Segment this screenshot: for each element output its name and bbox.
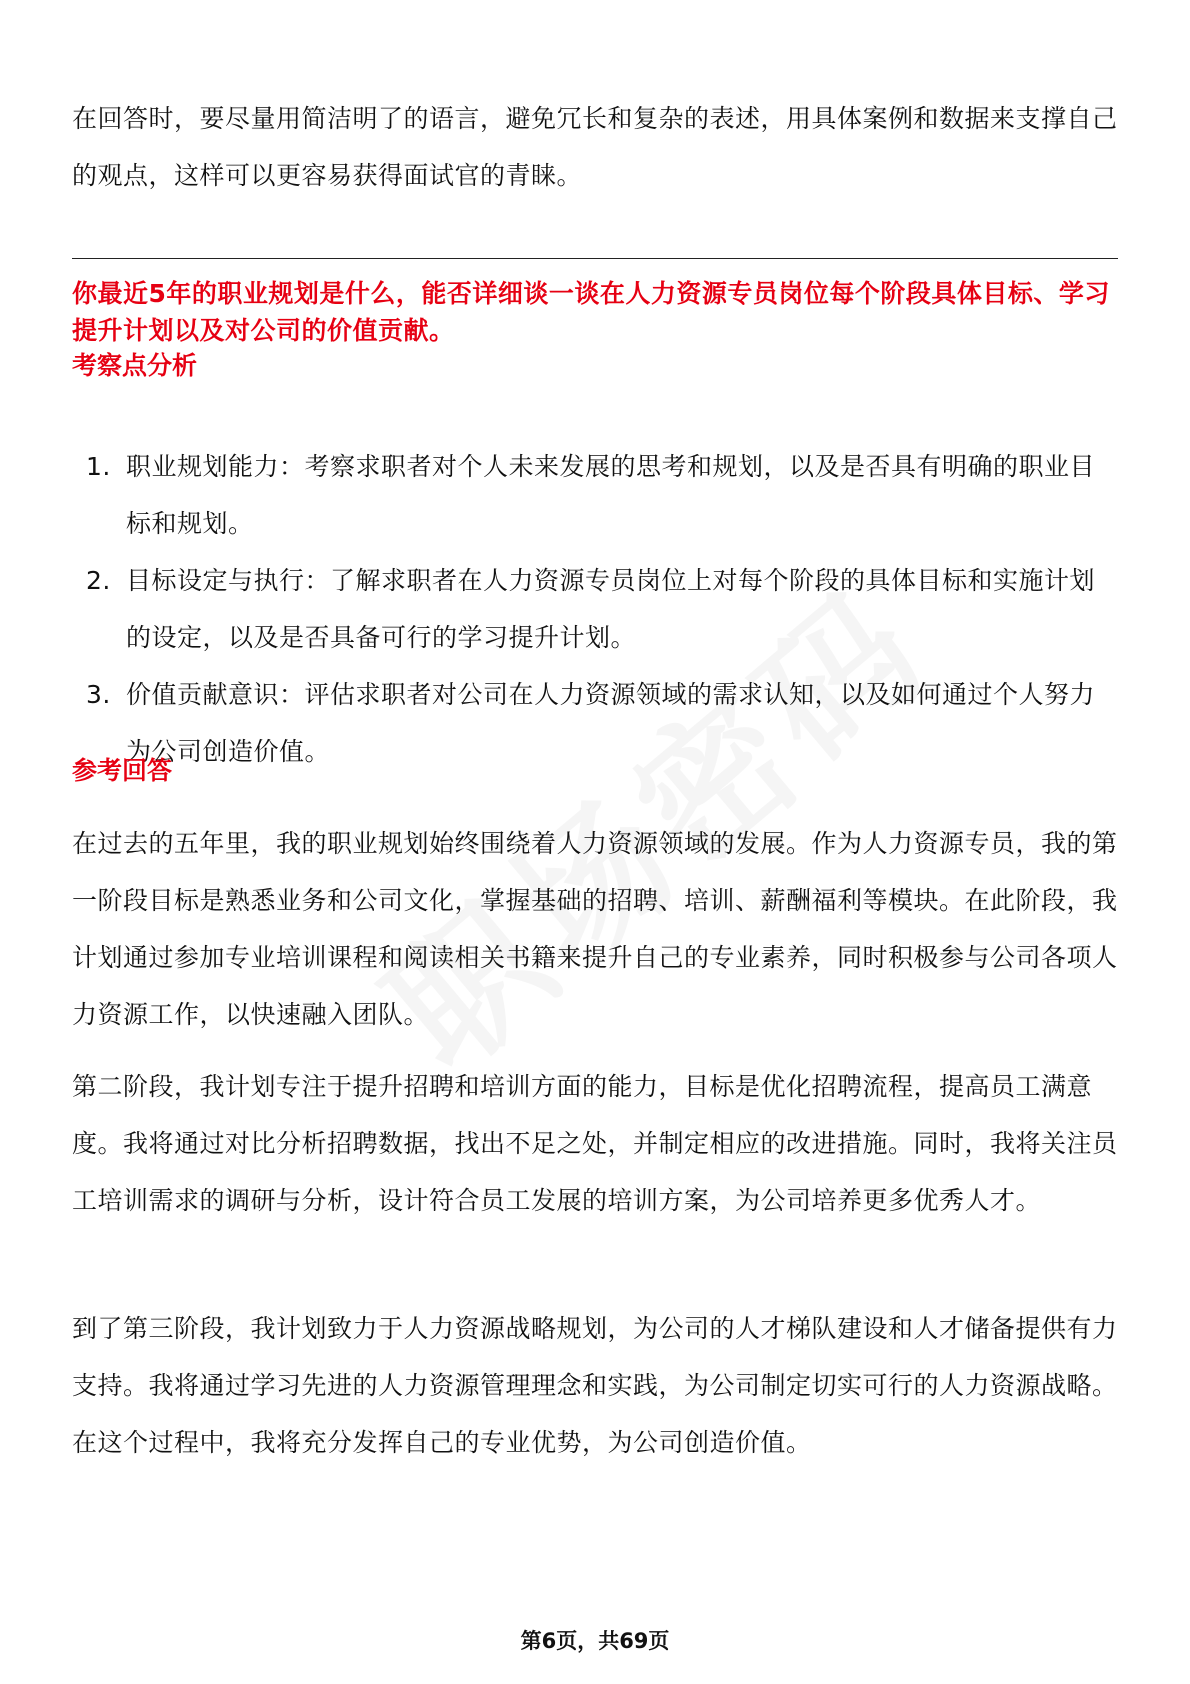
list-item-text: 职业规划能力：考察求职者对个人未来发展的思考和规划，以及是否具有明确的职业目标和规划。 xyxy=(126,452,1096,538)
list-item-text: 目标设定与执行：了解求职者在人力资源专员岗位上对每个阶段的具体目标和实施计划的设定，以及是否具备可行的学习提升计划。 xyxy=(126,566,1096,652)
answer-paragraph: 到了第三阶段，我计划致力于人力资源战略规划，为公司的人才梯队建设和人才储备提供有力支持。我将通过学习先进的人力资源管理理念和实践，为公司制定切实可行的人力资源战略。在这个过程中，我将充分发挥自己的专业优势，为公司创造价值。 xyxy=(72,1314,1118,1457)
analysis-heading: 考察点分析 xyxy=(72,351,198,380)
page-footer: 第6页，共69页 xyxy=(520,1629,670,1653)
answer-paragraph: 在过去的五年里，我的职业规划始终围绕着人力资源领域的发展。作为人力资源专员，我的第一阶段目标是熟悉业务和公司文化，掌握基础的招聘、培训、薪酬福利等模块。在此阶段，我计划通过参加专业培训课程和阅读相关书籍来提升自己的专业素养，同时积极参与公司各项人力资源工作，以快速融入团队。 xyxy=(72,829,1118,1029)
list-item-number: 3. xyxy=(86,680,111,709)
list-item xyxy=(72,666,1118,780)
analysis-list xyxy=(72,438,1118,780)
answer-heading: 参考回答 xyxy=(72,756,173,785)
question-title: 你最近5年的职业规划是什么，能否详细谈一谈在人力资源专员岗位每个阶段具体目标、学习提升计划以及对公司的价值贡献。 xyxy=(72,279,1110,345)
list-item-number: 2. xyxy=(86,566,111,595)
section-divider xyxy=(72,258,1118,259)
intro-paragraph: 在回答时，要尽量用简洁明了的语言，避免冗长和复杂的表述，用具体案例和数据来支撑自己的观点，这样可以更容易获得面试官的青睐。 xyxy=(72,104,1118,190)
list-item xyxy=(72,438,1118,552)
answer-paragraph: 第二阶段，我计划专注于提升招聘和培训方面的能力，目标是优化招聘流程，提高员工满意度。我将通过对比分析招聘数据，找出不足之处，并制定相应的改进措施。同时，我将关注员工培训需求的调研与分析，设计符合员工发展的培训方案，为公司培养更多优秀人才。 xyxy=(72,1072,1118,1215)
list-item-text: 价值贡献意识：评估求职者对公司在人力资源领域的需求认知，以及如何通过个人努力为公司创造价值。 xyxy=(126,680,1096,766)
list-item-number: 1. xyxy=(86,452,111,481)
list-item xyxy=(72,552,1118,666)
